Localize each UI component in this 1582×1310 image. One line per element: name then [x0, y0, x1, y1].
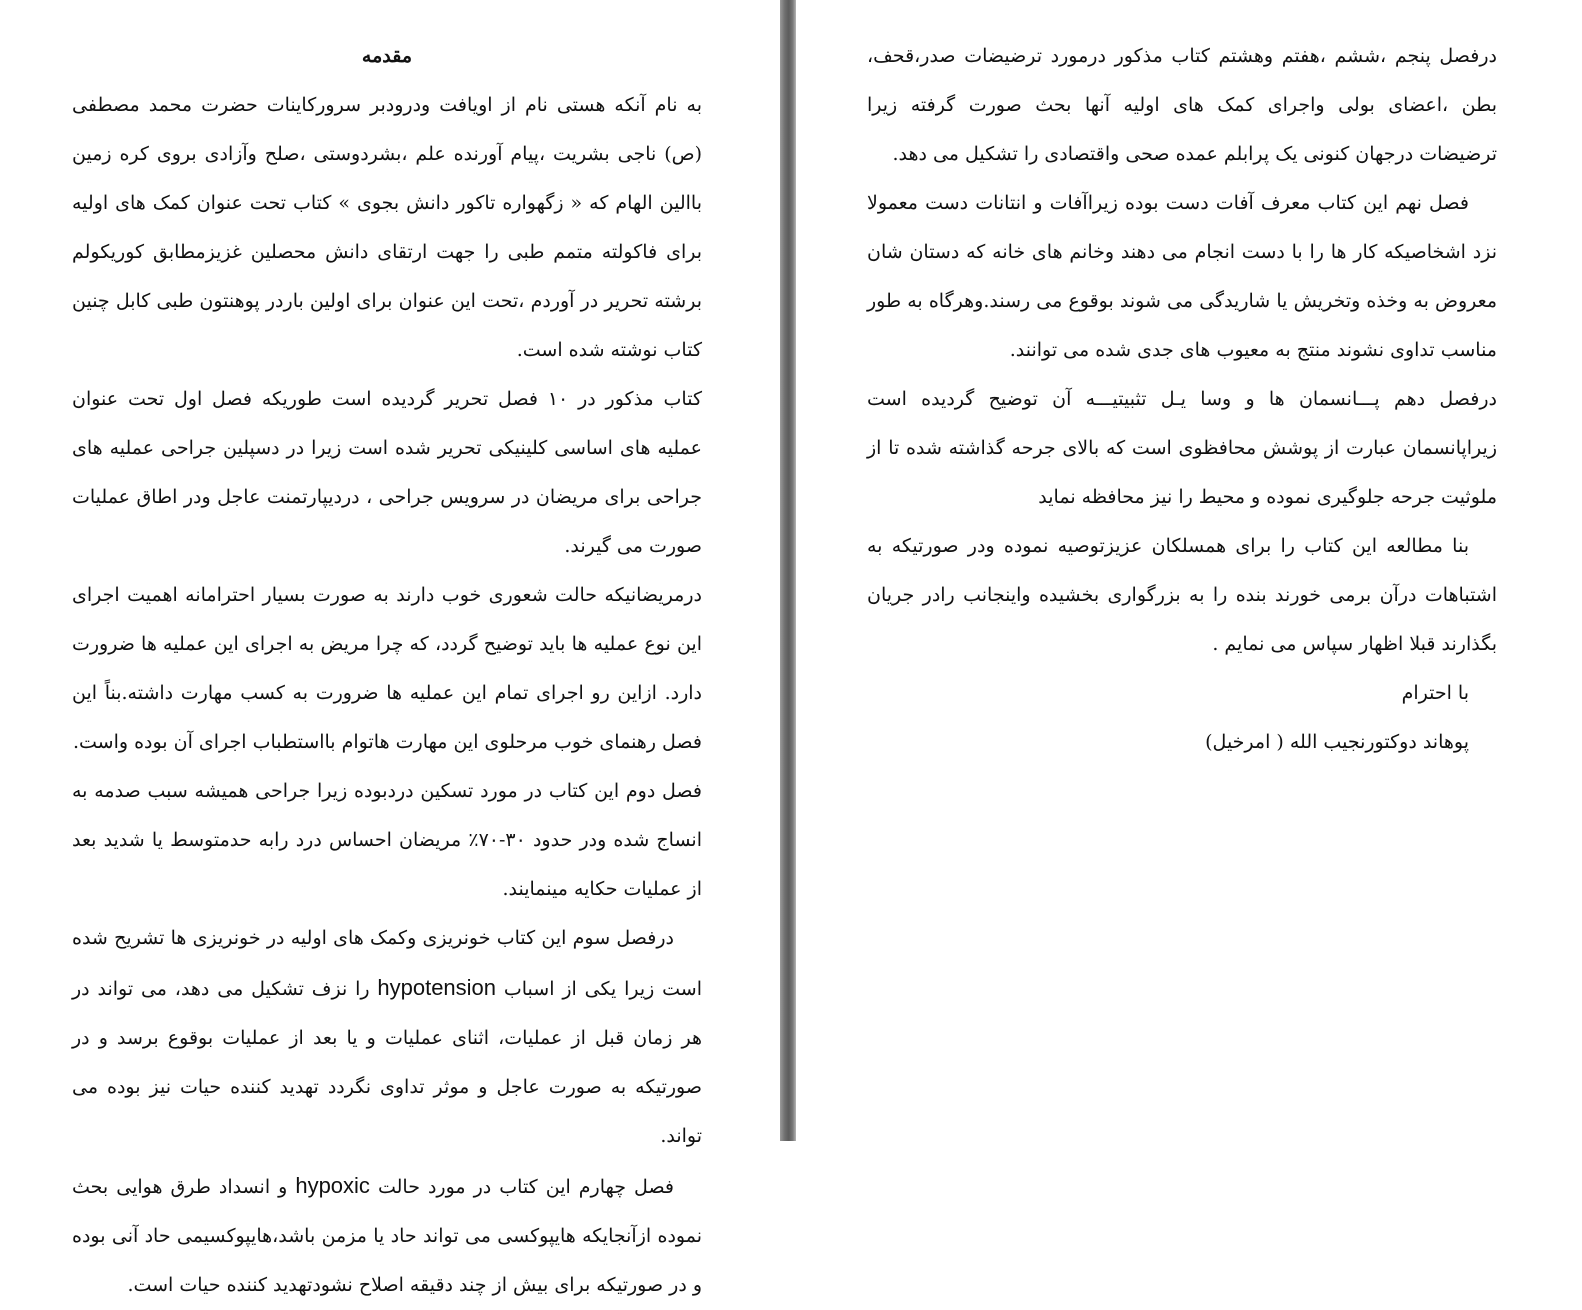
chapter-4-text-end: و انسداد طرق هوایی بحث نموده ازآنجایکه هایپوکسی می تواند حاد یا مزمن باشد،هایپوکسیمی حاد آنی بوده و در صورتیکه برای بیش از چند دقیقه اصلاح نشودتهدید کننده حیات است.	[72, 1176, 702, 1296]
chapter-9-paragraph: فصل نهم این کتاب معرف آفات دست بوده زیراآفات و انتانات دست معمولا نزد اشخاصیکه کار ها را با دست انجام می دهند وخانم های خانه که دستان شان معروض به وخذه وتخریش یا شاریدگی می شوند بوقوع می رسند.وهرگاه به طور مناسب تداوی نشوند منتج به معیوب های جدی شده می توانند.	[867, 192, 1497, 361]
page-title: مقدمه	[361, 45, 413, 67]
chapter-3-text-end: را نزف تشکیل می دهد، می تواند در هر زمان قبل از عملیات، اثنای عملیات و یا بعد از عملیات بوقوع برسد و در صورتیکه به صورت عاجل و موثر تداوی نگردد تهدید کننده حیات نیز بوده می تواند.	[72, 978, 702, 1147]
right-page-content	[867, 32, 1497, 767]
author-signature: پوهاند دوکتورنجیب الله ( امرخیل)	[1205, 731, 1469, 753]
closing-paragraph: بنا مطالعه این کتاب را برای همسلکان عزیزتوصیه نموده ودر صورتیکه به اشتباهات درآن برمی خورند بنده را به بزرگواری بخشیده واینجانب رادر جریان بگذارند قبلا اظهار سپاس می نمایم .	[867, 535, 1497, 655]
page-divider	[780, 0, 796, 1141]
right-page	[796, 0, 1582, 1141]
chapter-3-text-start: درفصل سوم این کتاب خونریزی وکمک های اولیه در خونریزی ها تشریح شده است زیرا یکی از اسباب	[72, 927, 702, 1000]
chapter-3-paragraph	[72, 914, 702, 1161]
chapter-2-paragraph: فصل دوم این کتاب در مورد تسکین دردبوده زیرا جراحی همیشه سبب صدمه به انساج شده ودر حدود ۳۰-۷۰٪ مریضان احساس درد رابه حدمتوسط یا شدید بعد از عملیات حکایه مینمایند.	[72, 780, 702, 900]
hypotension-term: hypotension	[377, 975, 497, 1000]
hypoxic-term: hypoxic	[295, 1173, 370, 1198]
chapter-1-paragraph: کتاب مذکور در ۱۰ فصل تحریر گردیده است طوریکه فصل اول تحت عنوان عملیه های اساسی کلینیکی تحریر شده است زیرا در دسپلین جراحی عملیه های جراحی برای مریضان در سرویس جراحی ، دردیپارتمنت عاجل ودر اطاق عملیات صورت می گیرند.	[72, 388, 702, 557]
left-page-content	[72, 32, 702, 1310]
intro-paragraph: به نام آنکه هستی نام از اویافت ودرودبر سرورکاینات حضرت محمد مصطفی (ص) ناجی بشریت ،پیام آورنده علم ،بشردوستی ،صلح وآزادی بروی کره زمین باالین الهام که « زگهواره تاکور دانش بجوی » کتاب تحت عنوان کمک های اولیه برای فاکولته متمم طبی را جهت ارتقای دانش محصلین غزیزمطابق کوریکولم برشته تحریر در آوردم ،تحت این عنوان برای اولین باردر پوهنتون طبی کابل چنین کتاب نوشته شده است.	[72, 94, 702, 361]
chapter-10-paragraph: درفصل دهم پـــانسمان ها و وسا یـل تثبیتیـــه آن توضیح گردیده است زیراپانسمان عبارت از پوشش محافظوی است که بالای جرحه گذاشته شده تا از ملوثیت جرحه جلوگیری نموده و محیط را نیز محافظه نماید	[867, 388, 1497, 508]
chapter-4-paragraph	[72, 1161, 702, 1310]
closing-salutation: با احترام	[1401, 682, 1469, 704]
chapter-1-detail-paragraph: درمریضانیکه حالت شعوری خوب دارند به صورت بسیار احترامانه اهمیت اجرای این نوع عملیه ها باید توضیح گردد، که چرا مریض به اجرای این عملیه ها ضرورت دارد. ازاین رو اجرای تمام این عملیه ها ضرورت به کسب مهارت داشته.بناً این فصل رهنمای خوب مرحلوی این مهارت هاتوام بااستطباب اجرای آن بوده واست.	[72, 584, 702, 753]
left-page	[0, 0, 780, 1296]
chapter-4-text-start: فصل چهارم این کتاب در مورد حالت	[377, 1176, 674, 1198]
chapters-5-8-paragraph: درفصل پنجم ،ششم ،هفتم وهشتم کتاب مذکور درمورد ترضیضات صدر،قحف، بطن ،اعضای بولی واجرای کمک های اولیه آنها بحث صورت گرفته زیرا ترضیضات درجهان کنونی یک پرابلم عمده صحی واقتصادی را تشکیل می دهد.	[867, 45, 1497, 165]
